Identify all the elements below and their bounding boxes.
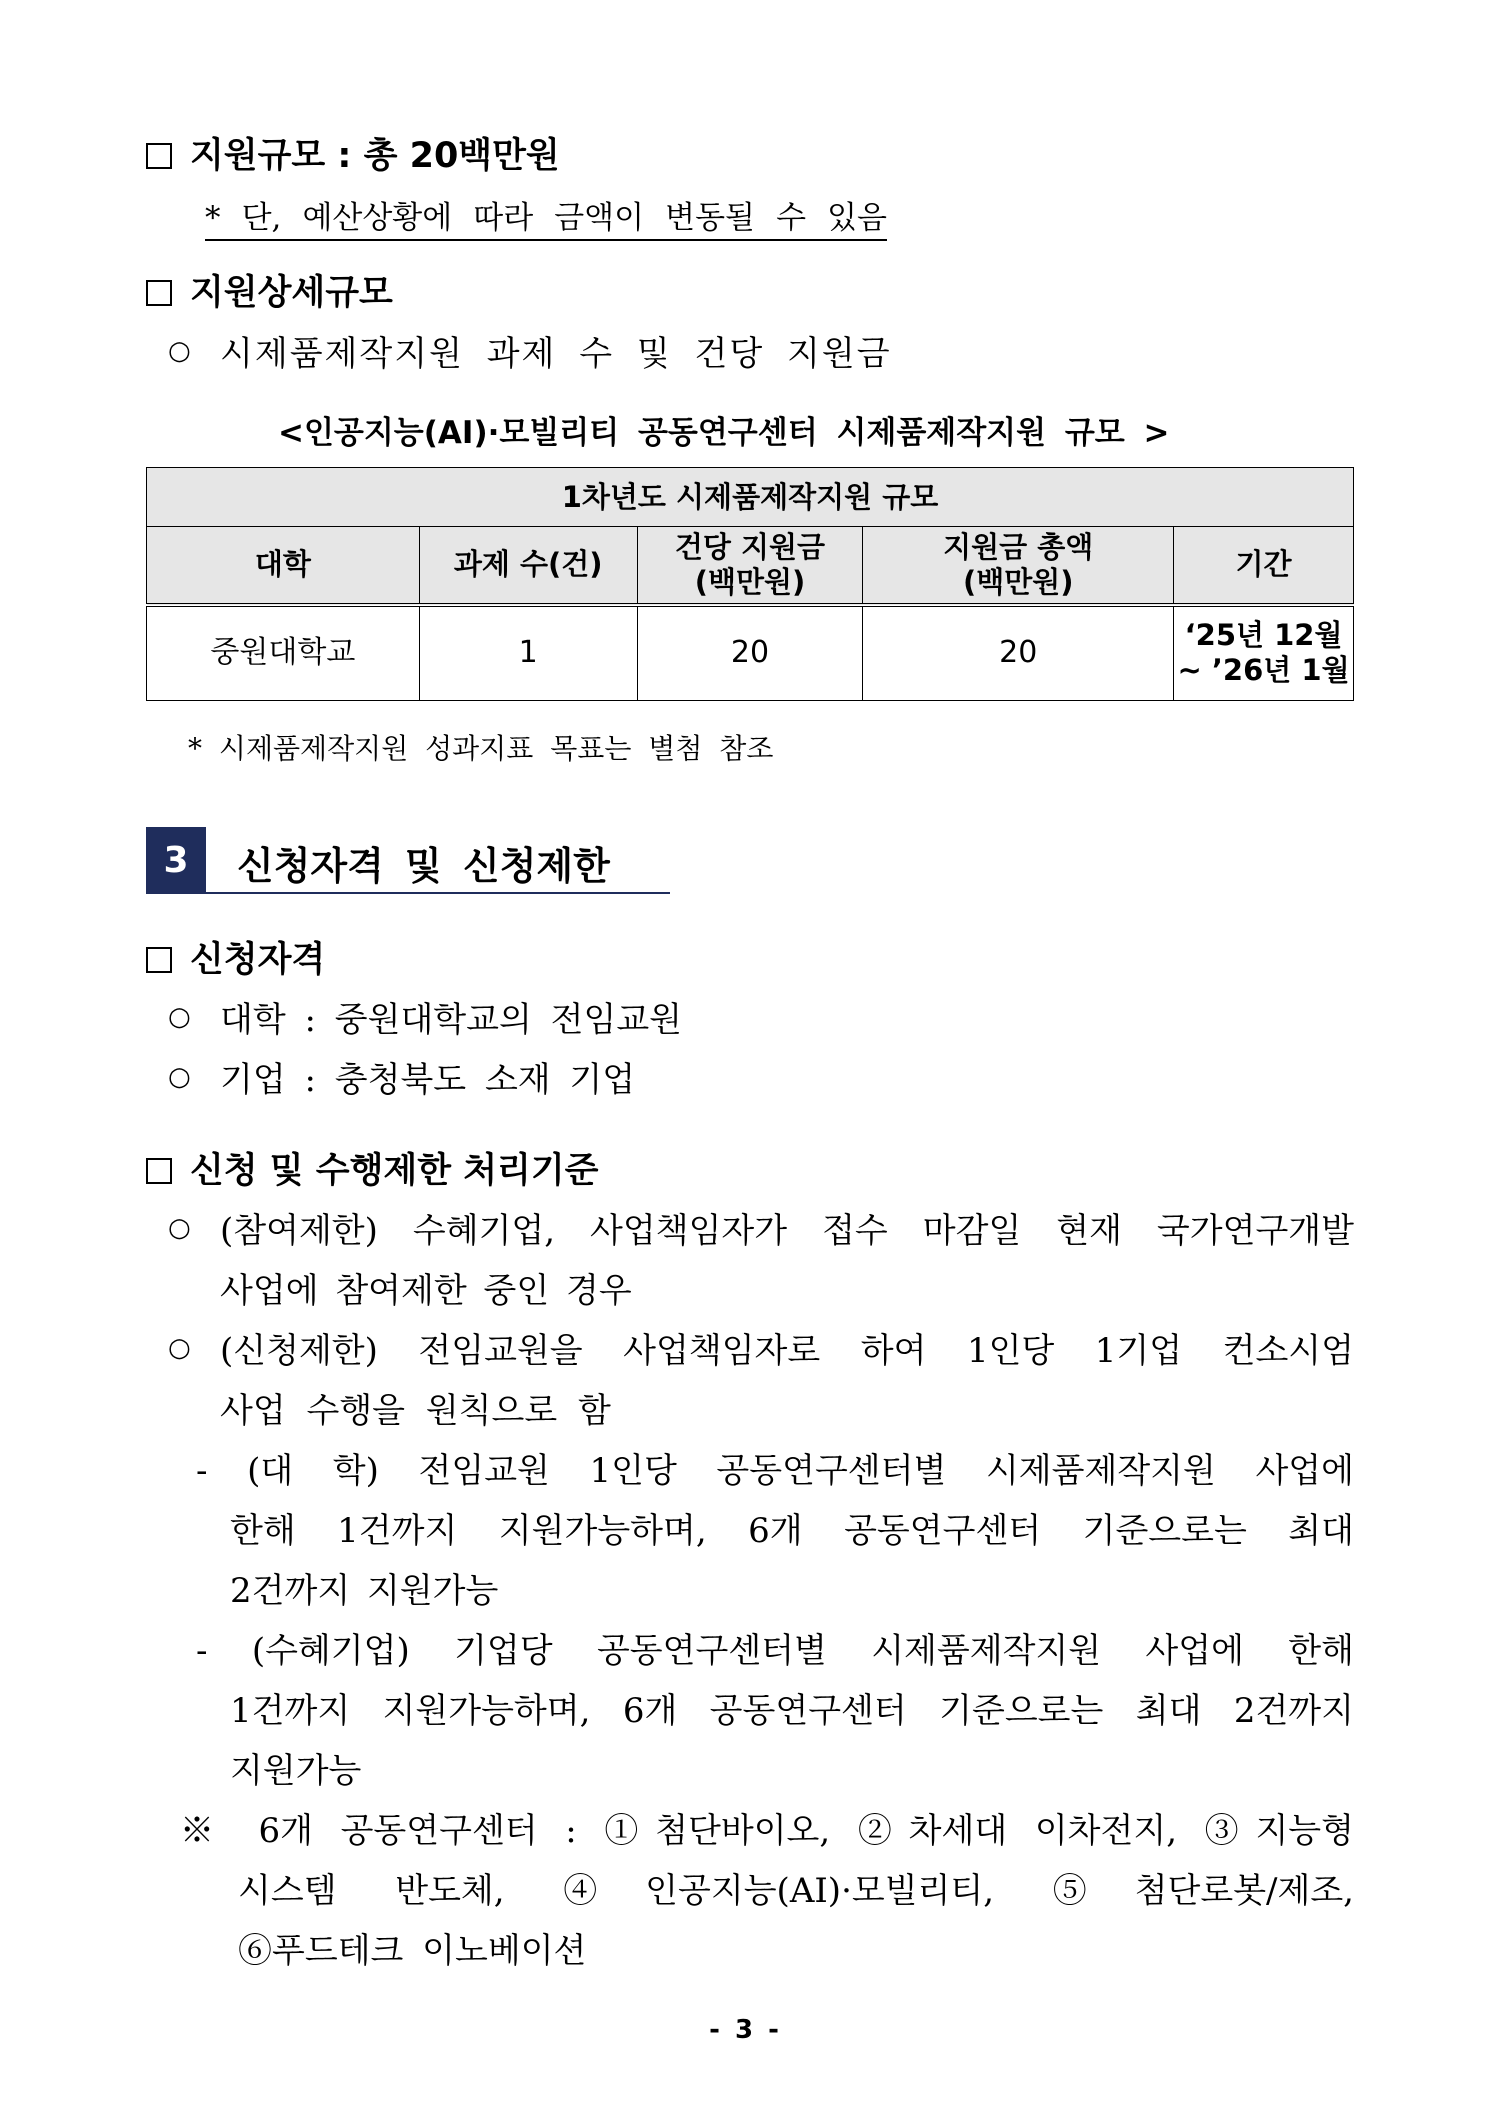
table-row xyxy=(147,605,1354,701)
limit-bullet1-line1: (참여제한) 수혜기업, 사업책임자가 접수 마감일 현재 국가연구개발 xyxy=(220,1211,1354,1251)
limit-heading: 신청 및 수행제한 처리기준 xyxy=(146,1143,598,1193)
checkbox-square-icon xyxy=(146,280,172,306)
section-number: 3 xyxy=(146,827,206,893)
cell-per-item: 20 xyxy=(637,605,863,701)
support-scale-table xyxy=(146,467,1354,701)
cell-total: 20 xyxy=(863,605,1174,701)
limit-bullet1-line2: 사업에 참여제한 중인 경우 xyxy=(220,1271,632,1311)
bullet-circle-icon: ○ xyxy=(168,1213,191,1243)
header-total: 지원금 총액 (백만원) xyxy=(863,527,1174,605)
section-underline xyxy=(146,892,670,894)
bullet-circle-icon: ○ xyxy=(168,1333,191,1363)
qualification-university: 대학 : 중원대학교의 전임교원 xyxy=(220,1000,683,1040)
cell-period: ‘25년 12월 ~ ’26년 1월 xyxy=(1174,605,1354,701)
qualification-company: 기업 : 충청북도 소재 기업 xyxy=(220,1060,636,1100)
header-count: 과제 수(건) xyxy=(419,527,637,605)
detail-bullet: 시제품제작지원 과제 수 및 건당 지원금 xyxy=(220,334,892,374)
center-note-line1: ※ 6개 공동연구센터 : ①첨단바이오, ②차세대 이차전지, ③지능형 xyxy=(180,1811,1354,1851)
checkbox-square-icon xyxy=(146,947,172,973)
center-note-line2: 시스템 반도체, ④인공지능(AI)·모빌리티, ⑤첨단로봇/제조, xyxy=(238,1871,1354,1911)
table-footnote: * 시제품제작지원 성과지표 목표는 별첨 참조 xyxy=(188,732,774,765)
qualification-heading: 신청자격 xyxy=(146,932,325,982)
page-number: - 3 - xyxy=(709,2015,779,2045)
limit-bullet2-line2: 사업 수행을 원칙으로 함 xyxy=(220,1391,611,1431)
dash2-line1: - (수혜기업) 기업당 공동연구센터별 시제품제작지원 사업에 한해 xyxy=(196,1631,1354,1671)
limit-bullet2-line1: (신청제한) 전임교원을 사업책임자로 하여 1인당 1기업 컨소시엄 xyxy=(220,1331,1354,1371)
cell-count: 1 xyxy=(419,605,637,701)
bullet-circle-icon: ○ xyxy=(168,1002,191,1032)
header-per-item: 건당 지원금 (백만원) xyxy=(637,527,863,605)
section-title: 신청자격 및 신청제한 xyxy=(237,844,610,888)
detail-heading: 지원상세규모 xyxy=(146,265,393,315)
dash2-line2: 1건까지 지원가능하며, 6개 공동연구센터 기준으로는 최대 2건까지 xyxy=(230,1691,1354,1731)
dash2-line3: 지원가능 xyxy=(230,1751,362,1791)
bullet-circle-icon: ○ xyxy=(168,1062,191,1092)
center-note-line3: ⑥푸드테크 이노베이션 xyxy=(238,1931,587,1971)
dash1-line3: 2건까지 지원가능 xyxy=(230,1571,499,1611)
cell-university: 중원대학교 xyxy=(147,605,420,701)
header-university: 대학 xyxy=(147,527,420,605)
table-caption-row: 1차년도 시제품제작지원 규모 xyxy=(147,468,1354,527)
scale-note: * 단, 예산상황에 따라 금액이 변동될 수 있음 xyxy=(205,192,887,241)
bullet-circle-icon: ○ xyxy=(168,336,191,366)
checkbox-square-icon xyxy=(146,1158,172,1184)
dash1-line1: - (대 학) 전임교원 1인당 공동연구센터별 시제품제작지원 사업에 xyxy=(196,1451,1354,1491)
scale-heading: 지원규모 : 총 20백만원 xyxy=(146,128,560,178)
checkbox-square-icon xyxy=(146,143,172,169)
dash1-line2: 한해 1건까지 지원가능하며, 6개 공동연구센터 기준으로는 최대 xyxy=(230,1511,1354,1551)
table-title: <인공지능(AI)·모빌리티 공동연구센터 시제품제작지원 규모 > xyxy=(278,415,1170,451)
header-period: 기간 xyxy=(1174,527,1354,605)
